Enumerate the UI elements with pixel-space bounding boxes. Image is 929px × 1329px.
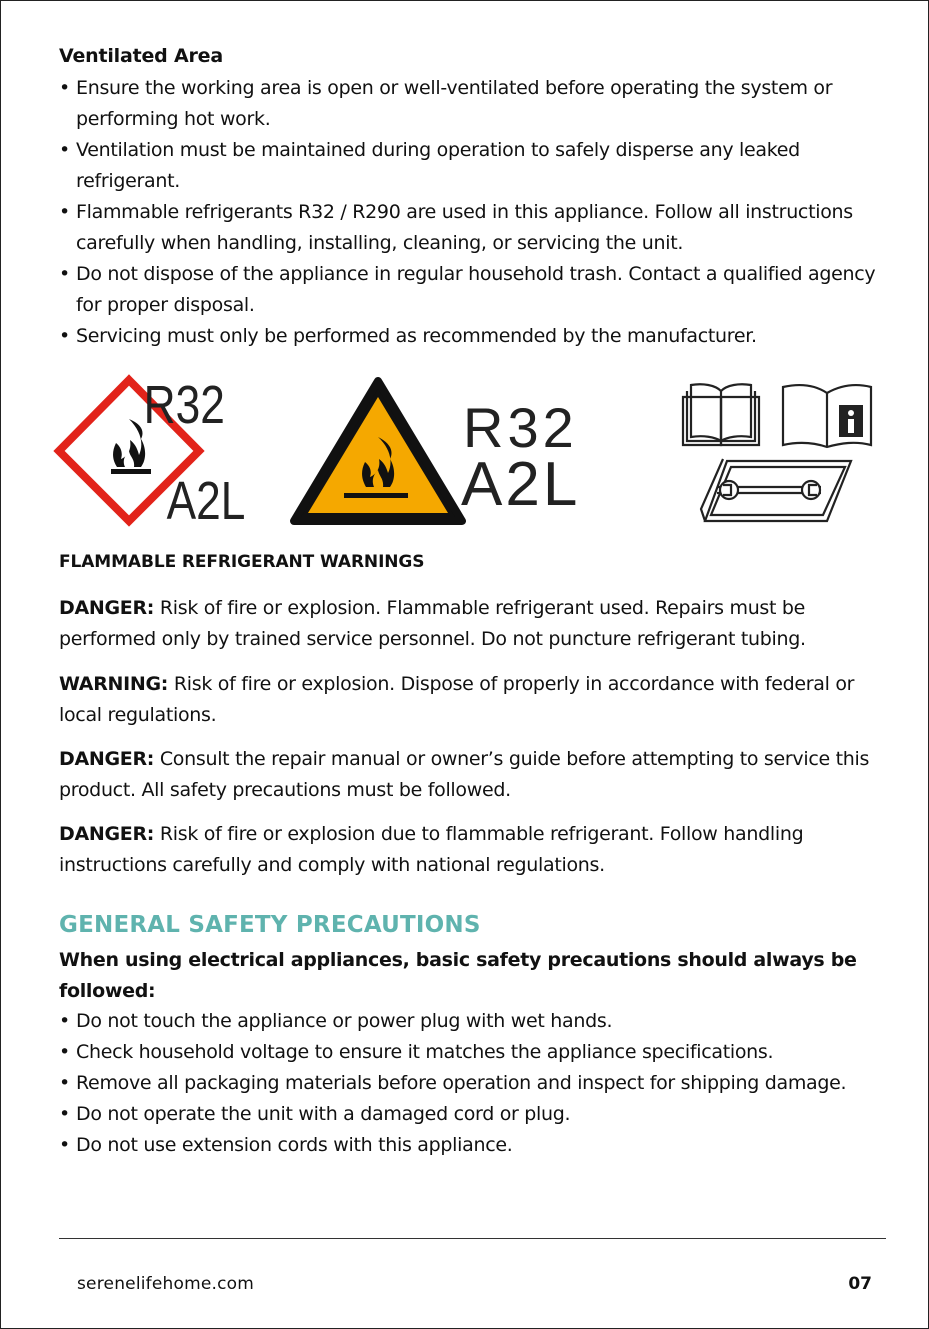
list-item: • Flammable refrigerants R32 / R290 are used in this appliance. Follow all instructions carefully when handling, installing, cleaning, or servicing the unit. — [59, 197, 889, 259]
warning-text: Risk of fire or explosion. Flammable refrigerant used. Repairs must be performed only by trained service personnel. Do not puncture refrigerant tubing. — [59, 597, 806, 650]
flammable-warnings-heading: FLAMMABLE REFRIGERANT WARNINGS — [59, 552, 425, 572]
warning-label: DANGER: — [59, 597, 155, 619]
flammable-warning-triangle-icon — [294, 381, 462, 521]
warning-text: Risk of fire or explosion. Dispose of properly in accordance with federal or local regulations. — [59, 673, 855, 726]
page-number: 07 — [848, 1274, 872, 1294]
list-item: • Servicing must only be performed as recommended by the manufacturer. — [59, 321, 889, 352]
service-manual-icon — [701, 459, 851, 521]
ventilated-area-heading: Ventilated Area — [59, 45, 223, 67]
operator-manual-icon — [683, 384, 759, 445]
list-item: • Ensure the working area is open or well-ventilated before operating the system or performing hot work. — [59, 73, 889, 135]
safety-symbols-row — [1, 369, 929, 529]
list-item: • Remove all packaging materials before operation and inspect for shipping damage. — [59, 1068, 889, 1099]
warning-paragraph — [59, 593, 889, 655]
warning-text: Consult the repair manual or owner’s guide before attempting to service this product. All safety precautions must be followed. — [59, 748, 870, 801]
warning-text: Risk of fire or explosion due to flammable refrigerant. Follow handling instructions carefully and comply with national regulations. — [59, 823, 804, 876]
warning-paragraph — [59, 819, 889, 881]
ghs-class-label: A2L — [166, 470, 246, 529]
general-safety-intro: When using electrical appliances, basic safety precautions should always be followed: — [59, 949, 857, 1002]
information-manual-icon — [783, 385, 871, 447]
ventilated-area-list — [59, 73, 889, 352]
list-item: • Check household voltage to ensure it matches the appliance specifications. — [59, 1037, 889, 1068]
warning-paragraph — [59, 744, 889, 806]
footer-divider — [59, 1238, 886, 1239]
list-item: • Ventilation must be maintained during operation to safely disperse any leaked refrigerant. — [59, 135, 889, 197]
triangle-code-label: R32 — [463, 396, 578, 459]
list-item: • Do not touch the appliance or power plug with wet hands. — [59, 1006, 889, 1037]
list-item: • Do not operate the unit with a damaged cord or plug. — [59, 1099, 889, 1130]
ghs-code-label: R32 — [143, 374, 225, 436]
list-item: • Do not dispose of the appliance in regular household trash. Contact a qualified agency for proper disposal. — [59, 259, 889, 321]
warning-label: DANGER: — [59, 823, 155, 845]
warning-paragraph — [59, 669, 889, 731]
warning-label: DANGER: — [59, 748, 155, 770]
list-item: • Do not use extension cords with this appliance. — [59, 1130, 889, 1161]
warning-label: WARNING: — [59, 673, 169, 695]
safety-symbols-graphic — [1, 369, 929, 529]
footer-website-link[interactable]: serenelifehome.com — [77, 1274, 255, 1294]
general-safety-list — [59, 1006, 889, 1161]
general-safety-heading: GENERAL SAFETY PRECAUTIONS — [59, 912, 481, 938]
triangle-class-label: A2L — [461, 450, 581, 519]
